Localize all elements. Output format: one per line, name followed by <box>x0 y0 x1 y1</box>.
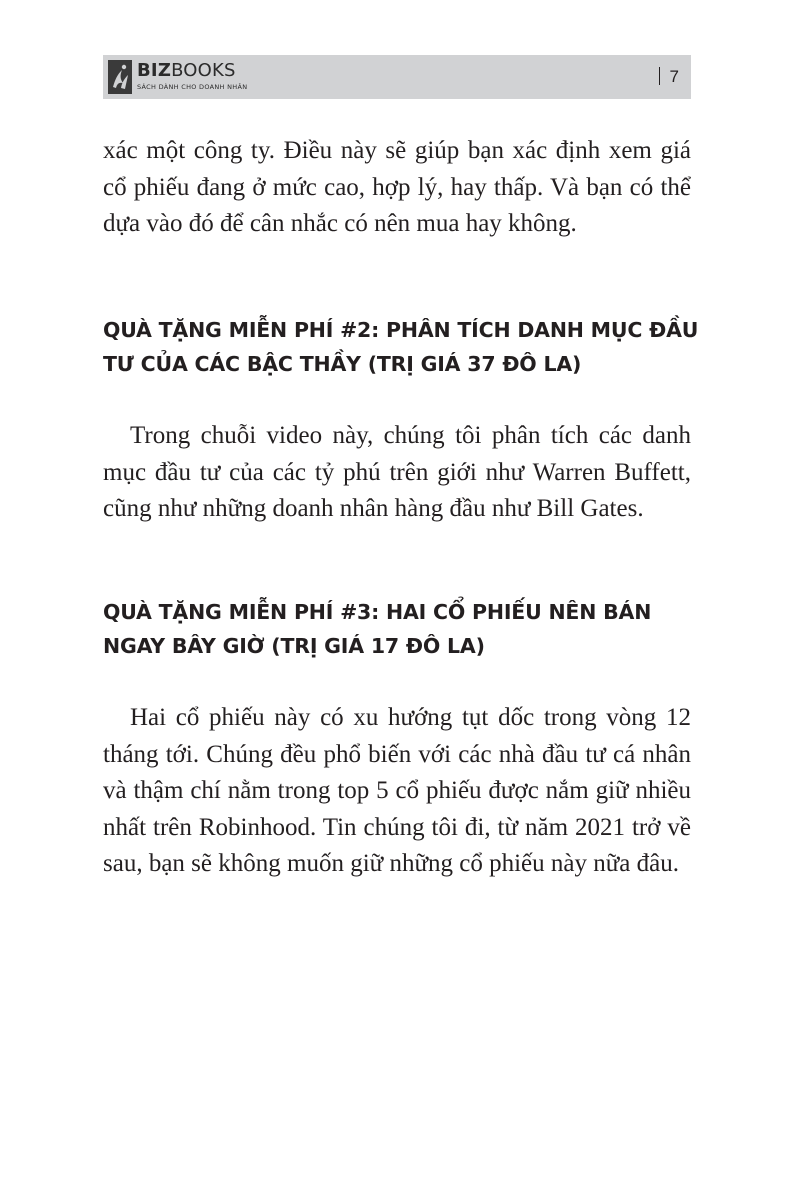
page-number: 7 <box>669 67 679 86</box>
gift-2-heading: QUÀ TẶNG MIỄN PHÍ #2: PHÂN TÍCH DANH MỤC ĐẦU TƯ CỦA CÁC BẬC THẦY (TRỊ GIÁ 37 ĐÔ LA) <box>103 318 699 376</box>
page-header <box>103 55 691 99</box>
brand-name-regular: BOOKS <box>171 60 236 81</box>
gift-3-paragraph: Hai cổ phiếu này có xu hướng tụt dốc trong vòng 12 tháng tới. Chúng đều phổ biến với các nhà đầu tư cá nhân và thậm chí nằm trong top 5 cổ phiếu được nắm giữ nhiều nhất trên Robinhood. Tin chúng tôi đi, từ năm 2021 trở về sau, bạn sẽ không muốn giữ những cổ phiếu này nữa đâu. <box>103 704 691 878</box>
page-number-divider <box>659 67 660 85</box>
page-number-container <box>659 66 679 88</box>
gift-2-paragraph: Trong chuỗi video này, chúng tôi phân tích các danh mục đầu tư của các tỷ phú trên giới như Warren Buffett, cũng như những doanh nhân hàng đầu như Bill Gates. <box>103 422 691 523</box>
intro-paragraph: xác một công ty. Điều này sẽ giúp bạn xác định xem giá cổ phiếu đang ở mức cao, hợp lý, hay thấp. Và bạn có thể dựa vào đó để cân nhắc có nên mua hay không. <box>103 137 691 238</box>
brand-tagline: SÁCH DÀNH CHO DOANH NHÂN <box>137 83 248 91</box>
brand-name-bold: BIZ <box>137 60 172 81</box>
bizbooks-logo-icon <box>108 60 132 94</box>
gift-3-heading: QUÀ TẶNG MIỄN PHÍ #3: HAI CỔ PHIẾU NÊN BÁN NGAY BÂY GIỜ (TRỊ GIÁ 17 ĐÔ LA) <box>103 600 652 658</box>
brand-name <box>137 60 236 82</box>
